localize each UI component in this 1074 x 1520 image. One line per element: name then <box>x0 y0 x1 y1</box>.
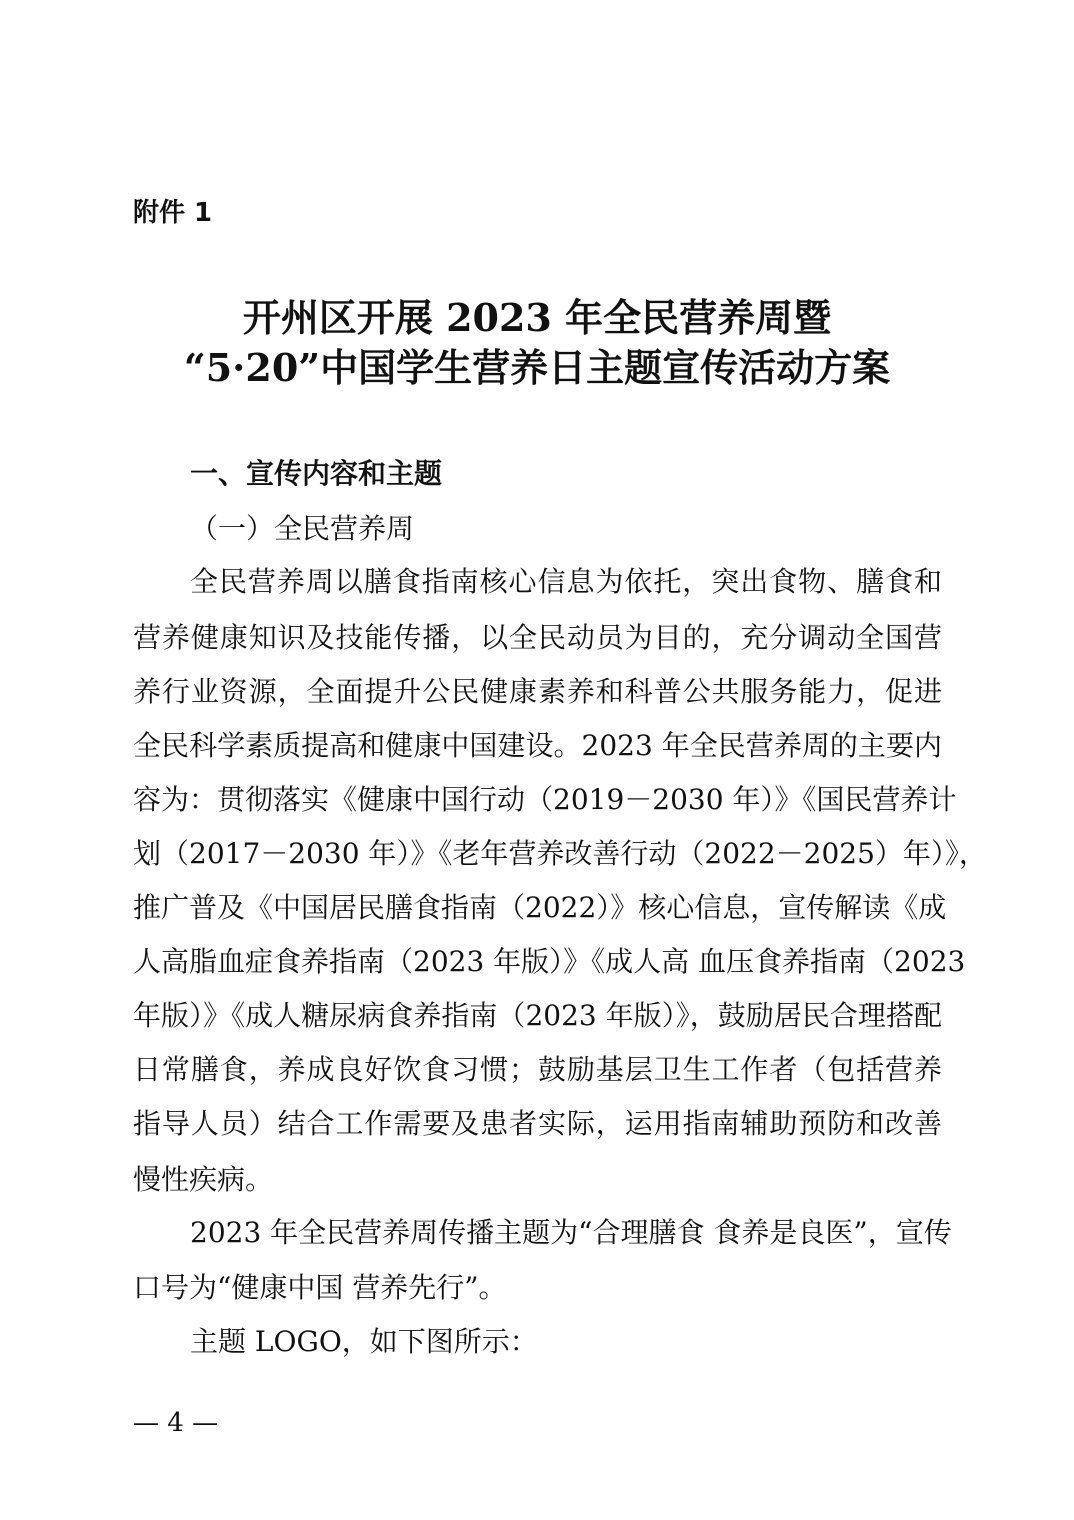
paragraph-line: 人高脂血症食养指南（2023 年版）》《成人高 血压食养指南（2023 <box>133 945 966 978</box>
paragraph-line: 慢性疾病。 <box>133 1163 274 1196</box>
paragraph-line: 养行业资源，全面提升公民健康素养和科普公共服务能力，促进 <box>133 675 942 708</box>
document-title-line-1: 开州区开展 2023 年全民营养周暨 <box>242 295 832 340</box>
paragraph-line: 口号为“健康中国 营养先行”。 <box>133 1271 507 1304</box>
paragraph-line: 年版）》《成人糖尿病食养指南（2023 年版）》，鼓励居民合理搭配 <box>133 999 942 1032</box>
paragraph-line: 推广普及《中国居民膳食指南（2022）》核心信息，宣传解读《成 <box>133 891 947 924</box>
paragraph-line: 容为：贯彻落实《健康中国行动（2019－2030 年）》《国民营养计 <box>133 783 957 816</box>
subsection-heading: （一）全民营养周 <box>190 512 415 545</box>
paragraph-line: 2023 年全民营养周传播主题为“合理膳食 食养是良医”，宣传 <box>190 1216 952 1249</box>
paragraph-line: 日常膳食，养成良好饮食习惯；鼓励基层卫生工作者（包括营养 <box>133 1053 942 1086</box>
page-number: — 4 — <box>133 1408 219 1438</box>
paragraph-line: 指导人员）结合工作需要及患者实际，运用指南辅助预防和改善 <box>133 1107 942 1140</box>
paragraph-line: 全民科学素质提高和健康中国建设。2023 年全民营养周的主要内 <box>133 729 942 762</box>
paragraph-line: 全民营养周以膳食指南核心信息为依托，突出食物、膳食和 <box>190 565 942 598</box>
paragraph-line: 营养健康知识及技能传播，以全民动员为目的，充分调动全国营 <box>133 621 942 654</box>
document-title-line-2: “5·20”中国学生营养日主题宣传活动方案 <box>183 345 891 390</box>
paragraph-line: 主题 LOGO，如下图所示： <box>190 1325 538 1358</box>
attachment-label: 附件 1 <box>133 198 213 228</box>
paragraph-line: 划（2017－2030 年）》《老年营养改善行动（2022－2025）年）》， <box>133 837 987 870</box>
section-heading: 一、宣传内容和主题 <box>190 457 443 490</box>
